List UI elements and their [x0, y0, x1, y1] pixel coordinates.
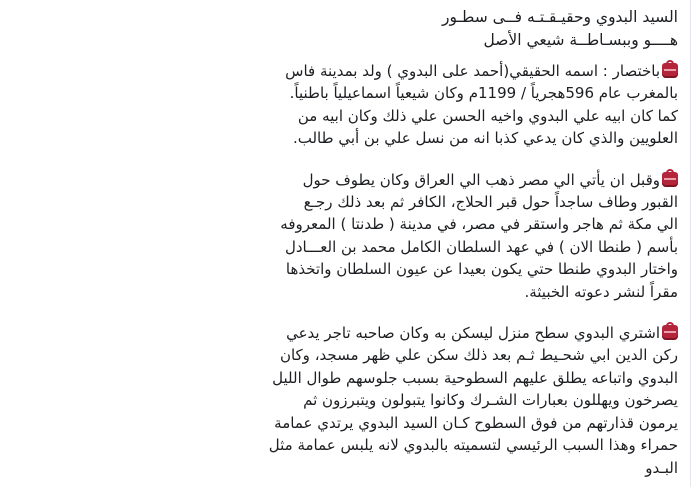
paragraph-line: بأسم ( طنطا الان ) في عهد السلطان الكامل محمد بن العـــادل: [284, 237, 678, 256]
paragraph-line: واختار البدوي طنطا حتي يكون بعيدا عن عيون السلطان واتخذها: [285, 260, 678, 279]
paragraph-line: البـدو: [645, 458, 678, 477]
header-subtitle: هــــو وببسـاطــة شيعي الأصل: [483, 31, 678, 49]
paragraph-line: بالمغرب عام 596هجرياً / 1199م وكان شيعياً اسماعيلياً باطنياً.: [289, 84, 678, 103]
post-header: [230, 6, 678, 52]
paragraph-line: ركن الدين ابي شحـيط ثـم بعد ذلك سكن علي ظهر مسجد، وكان: [279, 346, 678, 365]
red-gift-icon: [662, 325, 678, 340]
paragraph-line: كما كان ابيه علي البدوي واخيه الحسن علي ذلك وكان ابيه من: [297, 106, 678, 125]
paragraph-line: حمراء وهذا السبب الرئيسي لتسميته بالبدوي لانه يلبس عمامة مثل: [268, 436, 678, 455]
header-title: السيد البدوي وحقيـقـتـه فــى سطـور: [441, 8, 678, 26]
paragraph-line-text: باختصار : اسمه الحقيقي(أحمد على البدوي ) ولد بمدينة فاس: [285, 62, 660, 80]
paragraph-line-text: وقبل ان يأتي الي مصر ذهب الي العراق وكان يطوف حول: [302, 170, 660, 189]
paragraph-1: [230, 60, 678, 150]
paragraph-3: [230, 322, 678, 479]
red-gift-icon: [662, 172, 678, 187]
paragraph-line: [230, 60, 678, 82]
paragraph-line: العلويين والذي كان يدعي كذبا انه من نسل علي بن أبي طالب.: [292, 129, 678, 148]
paragraph-line-text: اشتري البدوي سطح منزل ليسكن به وكان صاحبه تاجر يدعي: [286, 324, 660, 343]
red-gift-icon: [662, 63, 678, 78]
paragraph-line: [230, 322, 678, 344]
paragraph-line: مقراً لنشر دعوته الخبيثة.: [524, 282, 678, 301]
paragraph-line: [230, 169, 678, 191]
paragraph-line: يرمون قذارتهم من فوق السطوح كـان السيد البدوي يرتدي عمامة: [274, 413, 678, 432]
paragraph-2: [230, 169, 678, 303]
paragraph-line: يصرخون ويهللون بعبارات الشـرك وكانوا يتبولون ويتبرزون ثم: [303, 391, 678, 410]
paragraph-line: الي مكة ثم هاجر واستقر في مصر، في مدينة ( طدنتا ) المعروفه: [280, 215, 678, 234]
paragraph-line: القبور وطاف ساجداً حول قبر الحلاج، الكافر ثم بعد ذلك رجـع: [303, 193, 678, 212]
paragraph-line: البدوي واتباعه يطلق عليهم السطوحية بسبب جلوسهم طوال الليل: [272, 368, 678, 387]
